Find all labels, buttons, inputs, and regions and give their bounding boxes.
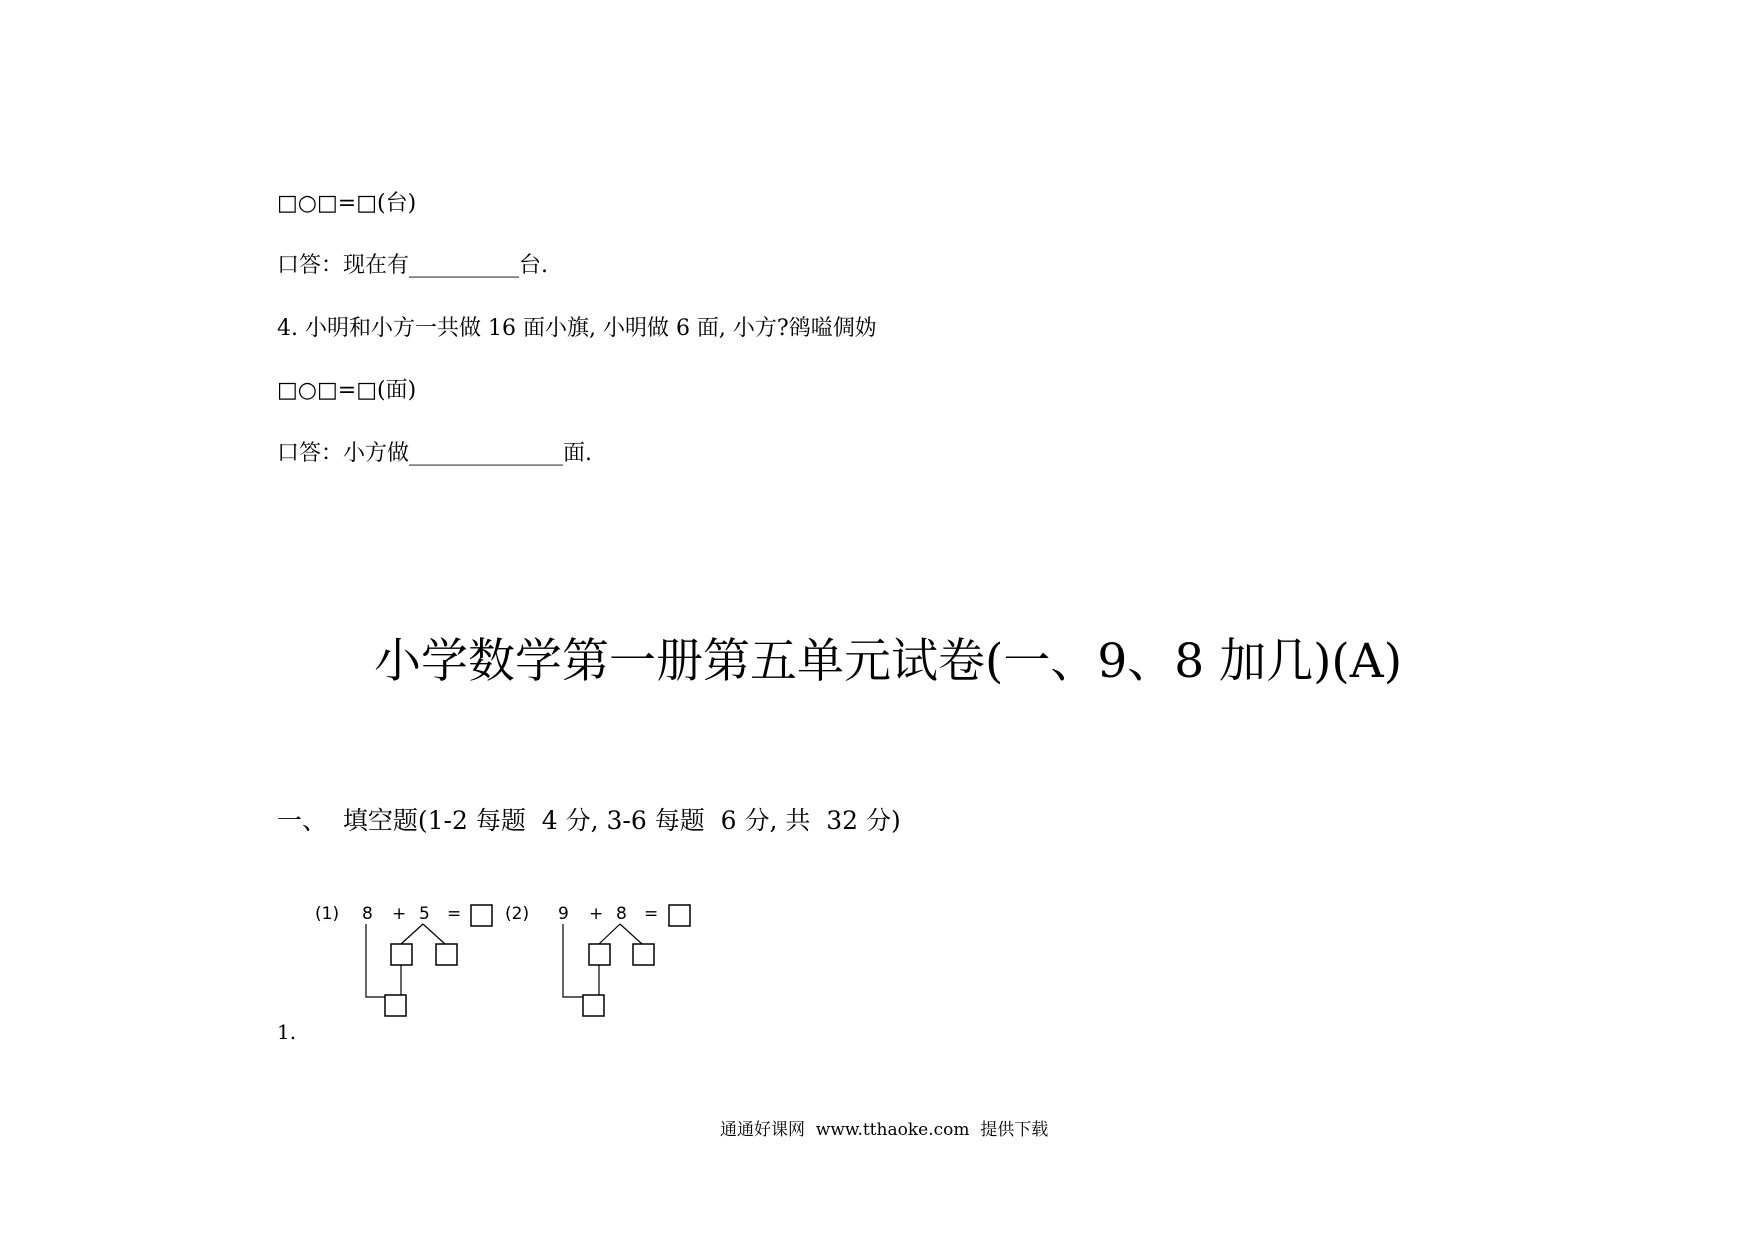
question-4: 4. 小明和小方一共做 16 面小旗, 小明做 6 面, 小方?鹆嗌倜妫 xyxy=(277,316,877,341)
answer-flags: 口答：小方做______________面. xyxy=(277,441,592,466)
section-heading: 一、 填空题(1-2 每题 4 分, 3-6 每题 6 分, 共 32 分) xyxy=(277,806,901,835)
problem-1-equals: = xyxy=(447,904,462,924)
problem-2-label: (2) xyxy=(505,904,530,924)
page-title: 小学数学第一册第五单元试卷(一、9、8 加几)(A) xyxy=(374,634,1403,689)
problem-1-label: (1) xyxy=(315,904,340,924)
equation-machines: □○□=□(台) xyxy=(277,191,417,216)
problem-2-equals: = xyxy=(644,904,659,924)
problem-1-operator: + xyxy=(392,904,407,924)
problem-1-addend-a: 8 xyxy=(362,904,373,924)
problem-1-split-box-right xyxy=(436,944,457,965)
problem-2-sum-box xyxy=(583,995,604,1016)
footer-credit: 通通好课网 www.tthaoke.com 提供下载 xyxy=(720,1120,1049,1140)
problem-2-addend-a: 9 xyxy=(558,904,569,924)
problem-2-addend-b: 8 xyxy=(616,904,627,924)
problem-2-split-box-right xyxy=(633,944,654,965)
equation-flags: □○□=□(面) xyxy=(277,378,417,403)
answer-machines: 口答：现在有__________台. xyxy=(277,253,548,278)
problem-1-result-box xyxy=(471,905,492,926)
problem-2-split-box-left xyxy=(589,944,610,965)
question-number: 1. xyxy=(277,1020,297,1044)
problem-1-addend-b: 5 xyxy=(419,904,430,924)
problem-1-sum-box xyxy=(385,995,406,1016)
problem-2-operator: + xyxy=(589,904,604,924)
addition-split-diagram xyxy=(300,895,720,1035)
problem-1-split-box-left xyxy=(391,944,412,965)
problem-2-result-box xyxy=(669,905,690,926)
